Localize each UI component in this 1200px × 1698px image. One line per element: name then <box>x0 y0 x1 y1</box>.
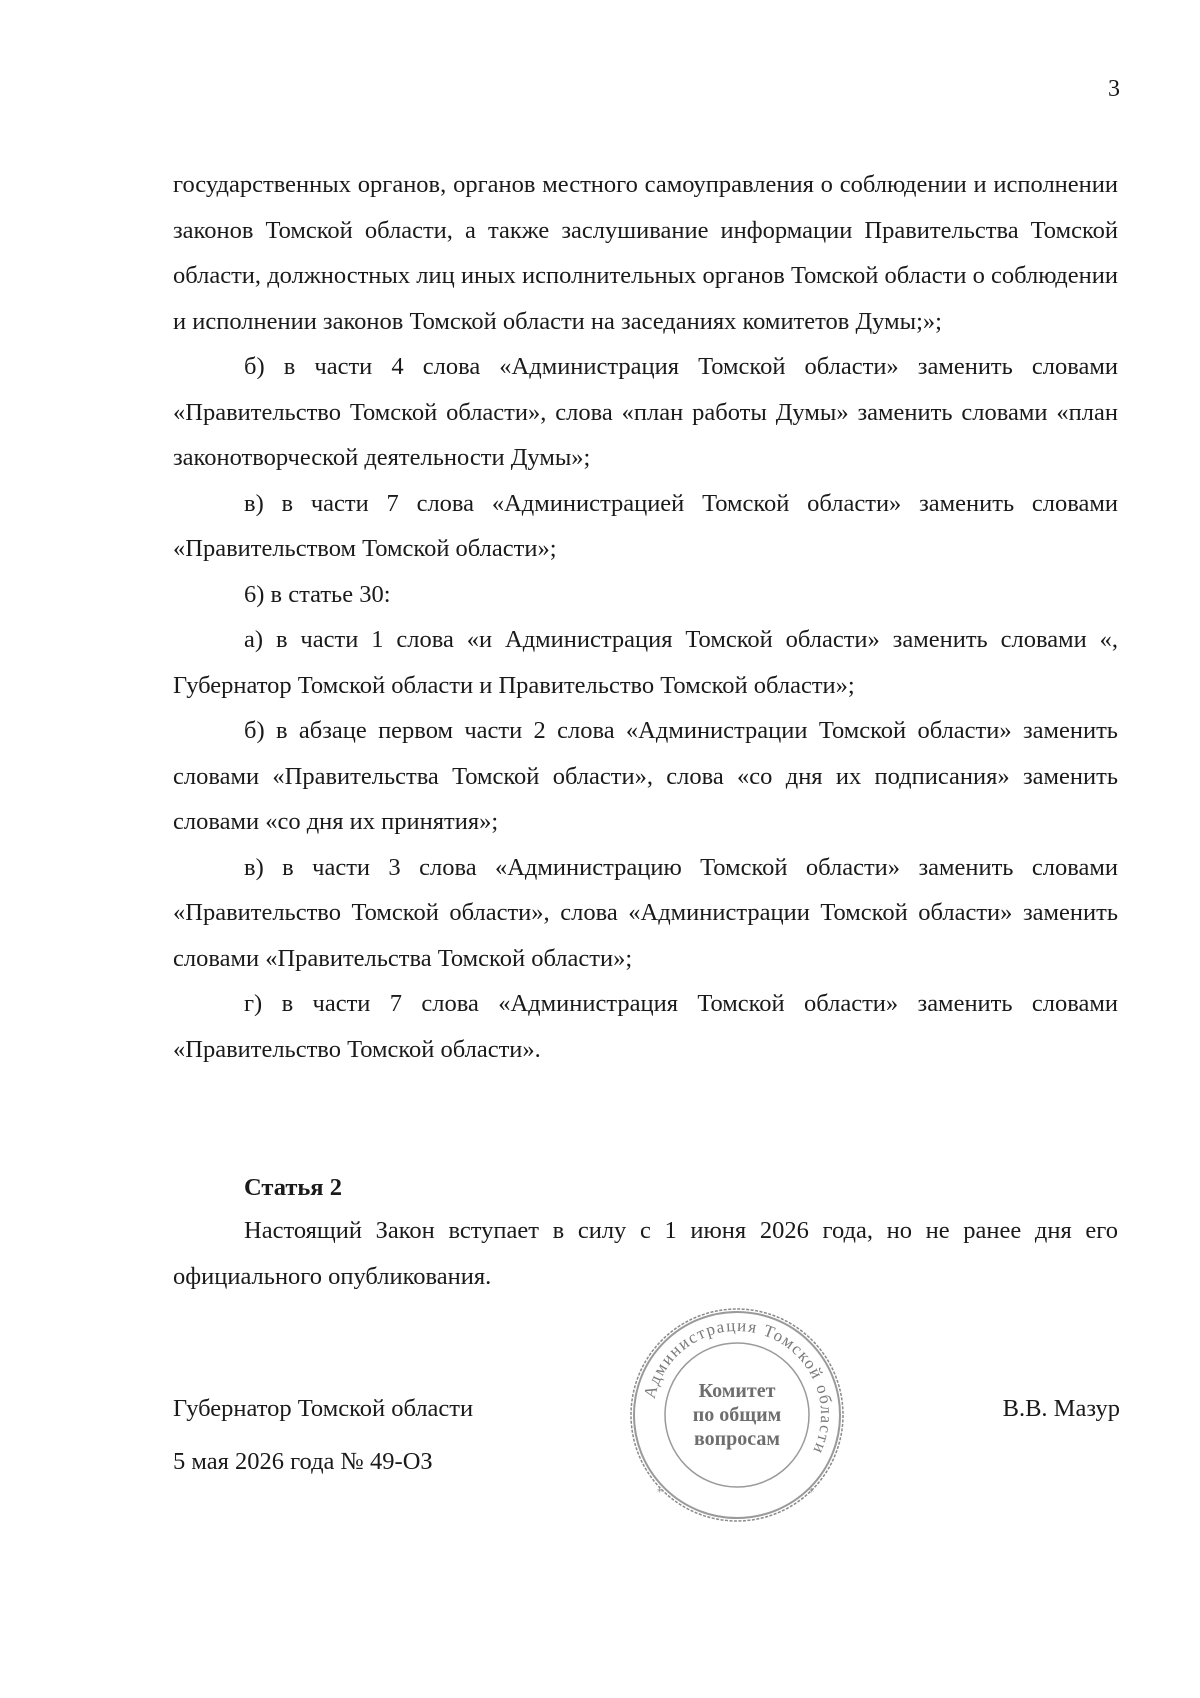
paragraph-continuation: государственных органов, органов местного самоуправления о соблюдении и исполнении законов Томской области, а также заслушивание информации Правительства Томской области, должностных лиц иных исполнительных органов Томской области о соблюдении и исполнении законов Томской области на заседаниях комитетов Думы;»; <box>173 171 1118 335</box>
stamp-ring-text: Администрация Томской области <box>639 1315 837 1458</box>
stamp-center-line-3: вопросам <box>693 1428 781 1450</box>
paragraph-item-g-part-7: г) в части 7 слова «Администрация Томской области» заменить словами «Правительство Томской области». <box>173 990 1118 1063</box>
stamp-center-line-1: Комитет <box>698 1380 776 1402</box>
paragraph-item-6-article-30: 6) в статье 30: <box>244 580 391 608</box>
page-number: 3 <box>1108 76 1120 102</box>
signature-date-number: 5 мая 2026 года № 49-ОЗ <box>173 1448 433 1475</box>
article-2-text: Настоящий Закон вступает в силу с 1 июня 2026 года, но не ранее дня его официального опубликования. <box>173 1217 1118 1290</box>
stamp-center-line-2: по общим <box>692 1404 782 1426</box>
svg-text:*: * <box>809 1487 814 1498</box>
signature-position: Губернатор Томской области <box>173 1395 474 1422</box>
signature-name: В.В. Мазур <box>1002 1395 1120 1422</box>
stamp-seal-icon <box>627 1305 847 1525</box>
article-2-heading: Статья 2 <box>244 1174 342 1201</box>
body-text <box>173 162 1118 1072</box>
svg-text:*: * <box>657 1487 662 1498</box>
official-stamp <box>627 1305 847 1525</box>
paragraph-item-v-part-7: в) в части 7 слова «Администрацией Томской области» заменить словами «Правительством Томской области»; <box>173 489 1118 562</box>
paragraph-item-a-part-1: а) в части 1 слова «и Администрация Томской области» заменить словами «, Губернатор Томской области и Правительство Томской области»; <box>173 626 1118 699</box>
signature-block <box>173 1382 473 1488</box>
paragraph-item-b-part-4: б) в части 4 слова «Администрация Томской области» заменить словами «Правительство Томской области», слова «план работы Думы» заменить словами «план законотворческой деятельности Думы»; <box>173 353 1118 471</box>
paragraph-item-b-part-2: б) в абзаце первом части 2 слова «Администрации Томской области» заменить словами «Правительства Томской области», слова «со дня их подписания» заменить словами «со дня их принятия»; <box>173 717 1118 835</box>
paragraph-item-v-part-3: в) в части 3 слова «Администрацию Томской области» заменить словами «Правительство Томской области», слова «Администрации Томской области» заменить словами «Правительства Томской области»; <box>173 853 1118 972</box>
article-2-text-block <box>173 1208 1118 1299</box>
